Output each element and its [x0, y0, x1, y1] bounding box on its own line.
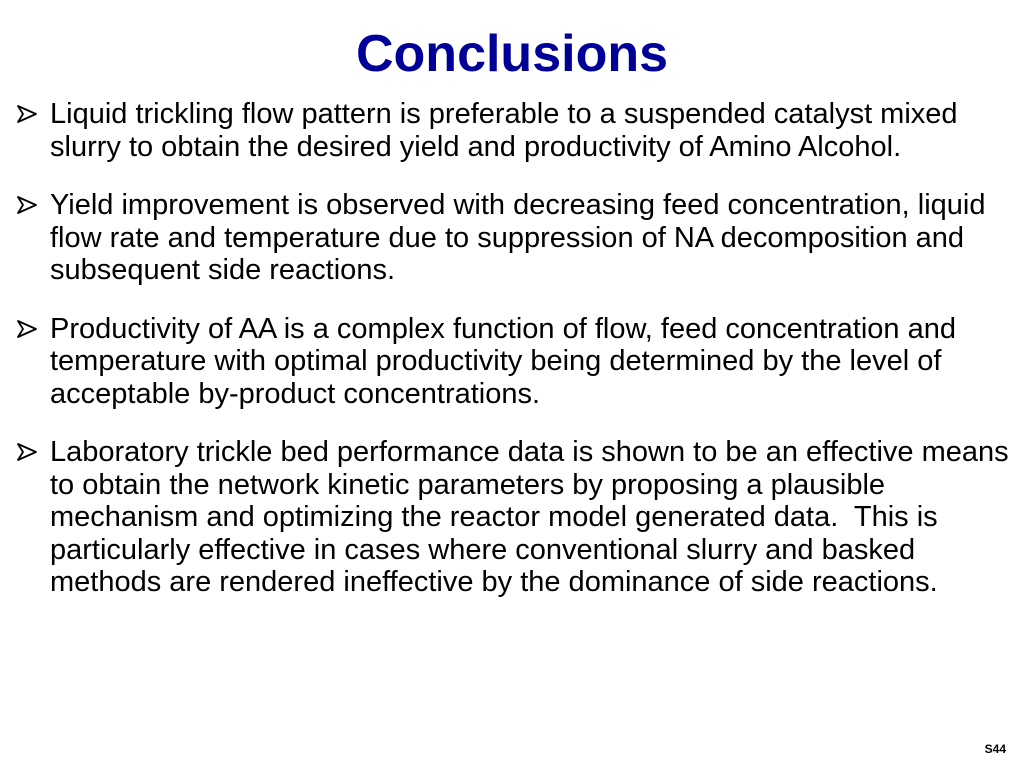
- slide-title: Conclusions: [355, 25, 669, 83]
- arrow-bullet-icon: [16, 104, 38, 124]
- bullet-list: [16, 98, 1016, 599]
- bullet-text: Liquid trickling flow pattern is preferable to a suspended catalyst mixed slurry to obtain the desired yield and productivity of Amino Alcohol.: [50, 98, 966, 163]
- bullet-text: Productivity of AA is a complex function of flow, feed concentration and temperature with optimal productivity being determined by the level of acceptable by-product concentrations.: [50, 312, 965, 410]
- slide-number: S44: [984, 742, 1006, 756]
- arrow-bullet-icon: [16, 319, 38, 339]
- bullet-item: [16, 98, 1016, 163]
- bullet-item: [16, 436, 1016, 599]
- bullet-item: [16, 313, 1016, 411]
- bullet-text: Laboratory trickle bed performance data is shown to be an effective means to obtain the network kinetic parameters by proposing a plausible mechanism and optimizing the reactor model generated data. This is particularly effective in cases where conventional slurry and basked methods are rendered ineffective by the dominance of side reactions.: [50, 436, 1017, 598]
- bullet-item: [16, 189, 1016, 287]
- bullet-text: Yield improvement is observed with decreasing feed concentration, liquid flow rate and temperature due to suppression of NA decomposition and subsequent side reactions.: [50, 189, 994, 286]
- arrow-bullet-icon: [16, 442, 38, 462]
- arrow-bullet-icon: [16, 195, 38, 215]
